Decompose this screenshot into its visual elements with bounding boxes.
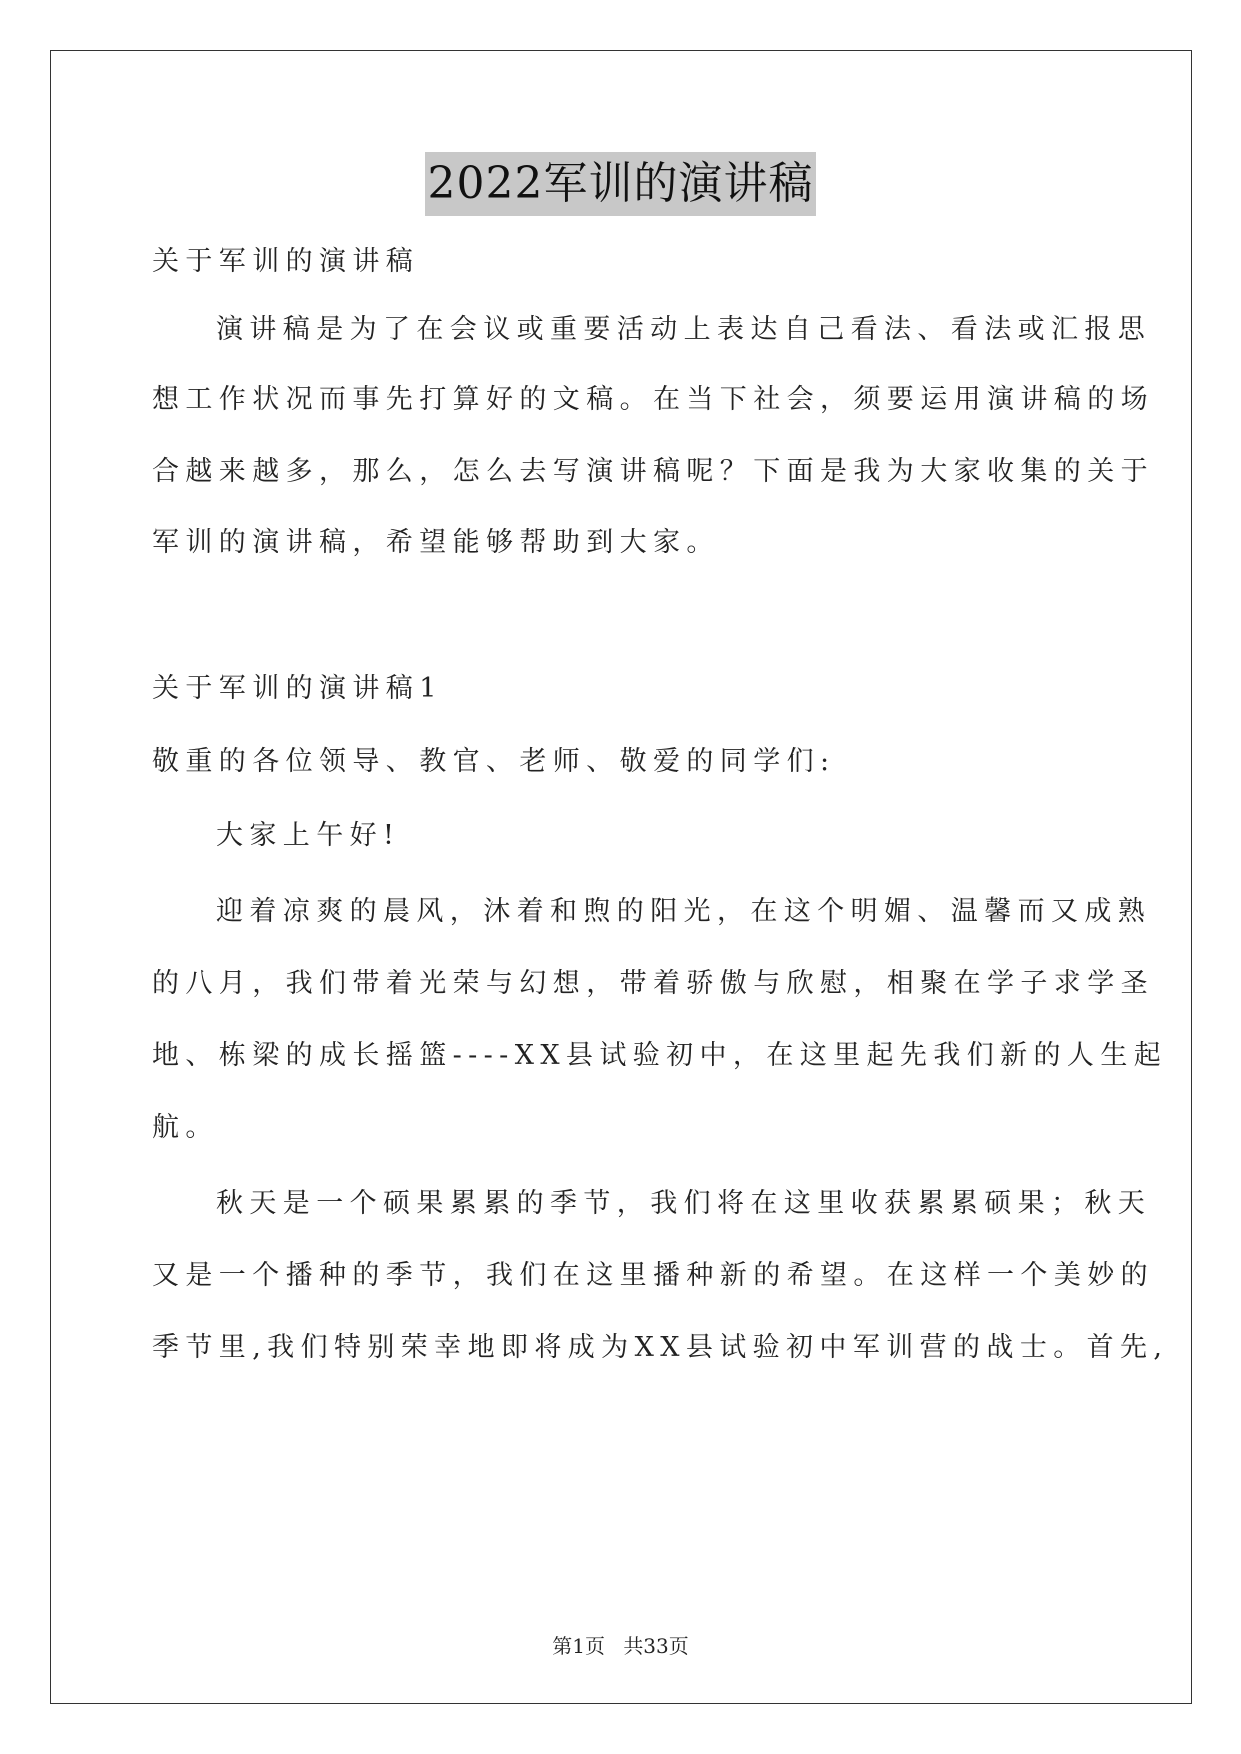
- greeting: 大家上午好!: [216, 820, 401, 851]
- paragraph2-line: 秋天是一个硕果累累的季节，我们将在这里收获累累硕果；秋天: [216, 1188, 1152, 1219]
- intro-paragraph-line: 军训的演讲稿，希望能够帮助到大家。: [152, 527, 720, 558]
- paragraph1-line: 航。: [152, 1112, 219, 1143]
- paragraph2-line: 季节里,我们特别荣幸地即将成为XX县试验初中军训营的战士。首先,: [152, 1332, 1169, 1363]
- intro-paragraph-line: 想工作状况而事先打算好的文稿。在当下社会，须要运用演讲稿的场: [152, 384, 1154, 415]
- page-number: 第1页: [552, 1634, 605, 1658]
- paragraph1-line: 的八月，我们带着光荣与幻想，带着骄傲与欣慰，相聚在学子求学圣: [152, 968, 1154, 999]
- paragraph2-line: 又是一个播种的季节，我们在这里播种新的希望。在这样一个美妙的: [152, 1260, 1154, 1291]
- paragraph1-line: 迎着凉爽的晨风，沐着和煦的阳光，在这个明媚、温馨而又成熟: [216, 896, 1152, 927]
- page-total: 共33页: [623, 1634, 689, 1658]
- intro-paragraph-line: 演讲稿是为了在会议或重要活动上表达自己看法、看法或汇报思: [216, 314, 1152, 345]
- page-border: [50, 50, 1192, 1704]
- document-title-container: [0, 152, 1241, 216]
- salutation: 敬重的各位领导、教官、老师、敬爱的同学们:: [152, 746, 836, 777]
- document-title: 2022军训的演讲稿: [425, 152, 817, 216]
- paragraph1-line: 地、栋梁的成长摇篮----XX县试验初中，在这里起先我们新的人生起: [152, 1040, 1168, 1071]
- intro-heading: 关于军训的演讲稿: [152, 246, 420, 277]
- intro-paragraph-line: 合越来越多，那么，怎么去写演讲稿呢？下面是我为大家收集的关于: [152, 456, 1154, 487]
- section-heading: 关于军训的演讲稿1: [152, 673, 443, 704]
- page-footer: [0, 1630, 1241, 1659]
